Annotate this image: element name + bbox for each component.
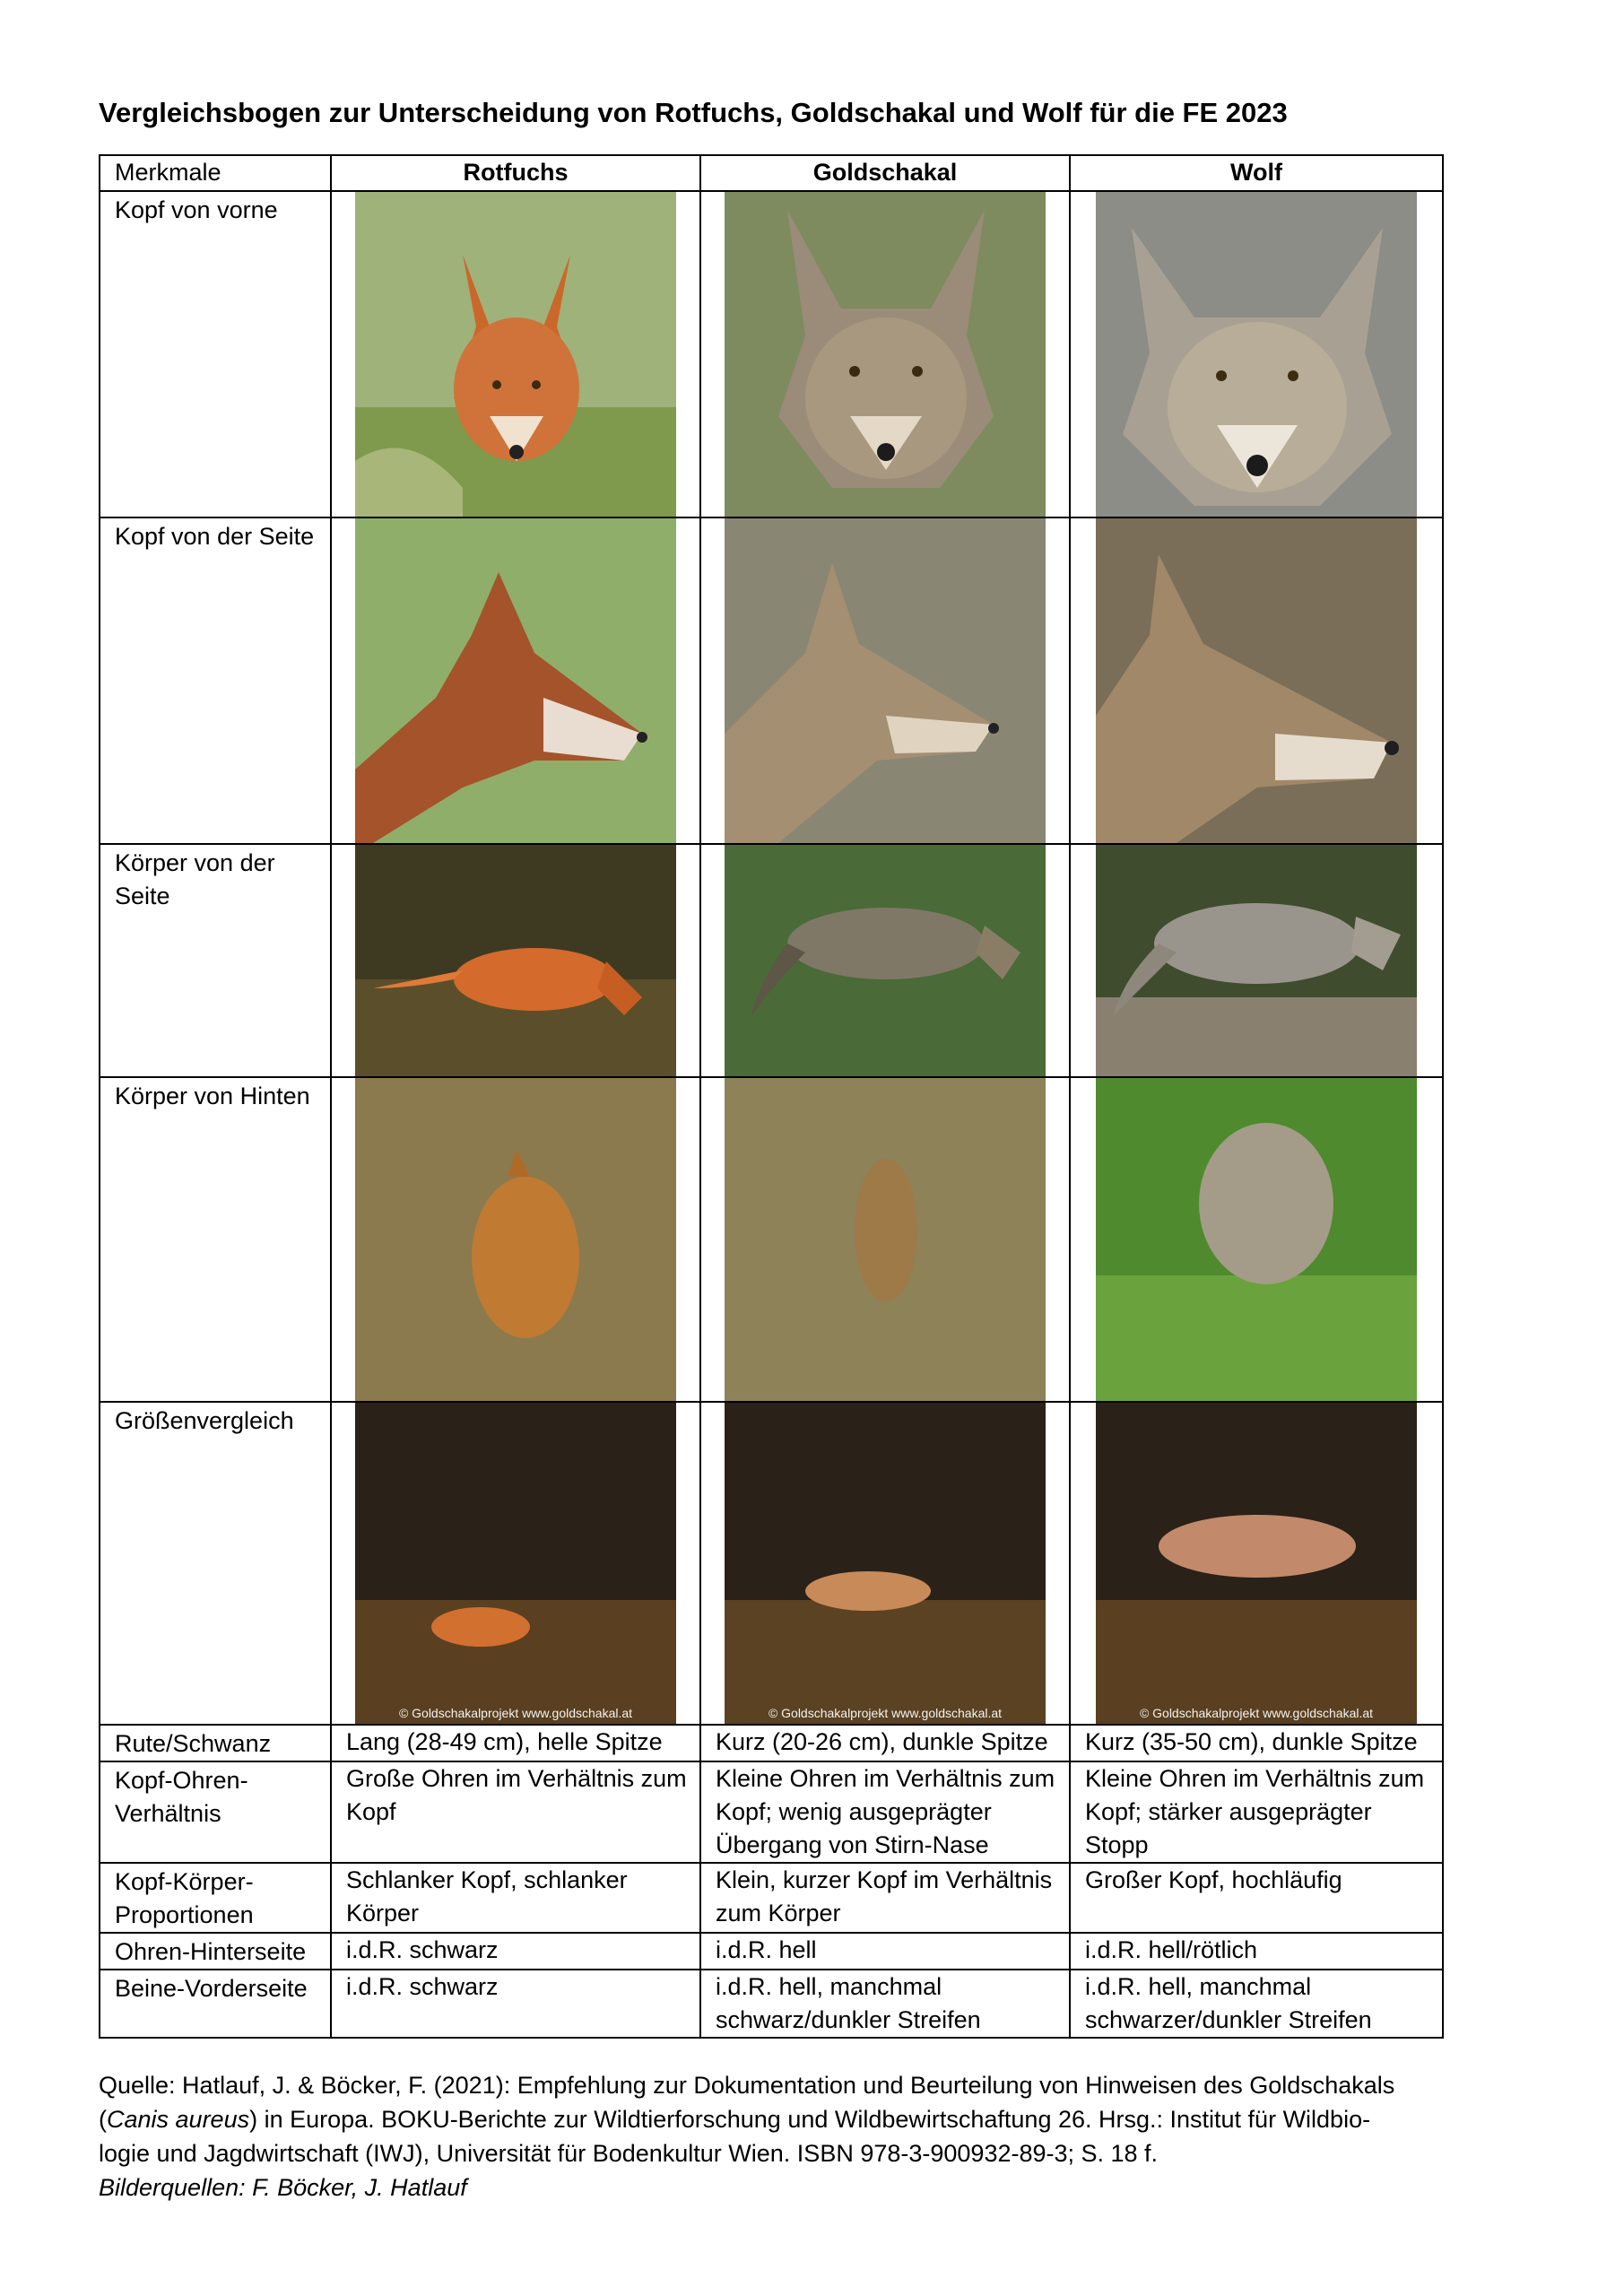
wolf-head-side-photo [1096,518,1417,843]
column-header-wolf: Wolf [1070,155,1443,191]
fox-head-side-photo [355,518,676,843]
wolf-head-front-photo [1096,192,1417,517]
cell-rotfuchs: Schlanker Kopf, schlanker Körper [331,1863,700,1933]
jackal-body-side-photo [725,845,1046,1076]
header-row [100,155,1443,191]
photo-cell [331,844,700,1077]
jackal-size-comparison-photo [725,1403,1046,1724]
photo-cell [700,844,1070,1077]
source-line: (Canis aureus) in Europa. BOKU-Berichte zur Wildtierforschung und Wildbewirtschaftung 26. Hrsg.: Institut für Wildbio- [99,2106,1371,2133]
cell-wolf: i.d.R. hell/rötlich [1070,1933,1443,1970]
cell-wolf: Großer Kopf, hochläufig [1070,1863,1443,1933]
wolf-size-comparison-photo [1096,1403,1417,1724]
text-row-beine-vorderseite [100,1970,1443,2038]
photo-cell [331,1077,700,1402]
cell-wolf: i.d.R. hell, manchmal schwarzer/dunkler Streifen [1070,1970,1443,2038]
text-row-kopf-ohren [100,1761,1443,1863]
fox-size-comparison-photo [355,1403,676,1724]
fox-body-side-photo [355,845,676,1076]
row-label: Größenvergleich [100,1402,331,1725]
photo-credit: © Goldschakalprojekt www.goldschakal.at [398,1706,633,1720]
cell-goldschakal: i.d.R. hell [700,1933,1070,1970]
wolf-body-side-photo [1096,845,1417,1076]
photo-cell [1070,1077,1443,1402]
photo-cell [700,191,1070,517]
jackal-head-side-photo [725,518,1046,843]
text-row-rute [100,1725,1443,1761]
image-row-groessenvergleich [100,1402,1443,1725]
photo-cell [1070,844,1443,1077]
cell-rotfuchs: Lang (28-49 cm), helle Spitze [331,1725,700,1761]
row-label: Kopf-Körper-Proportionen [100,1863,331,1933]
comparison-table [99,154,1444,2039]
page-title: Vergleichsbogen zur Unterscheidung von Rotfuchs, Goldschakal und Wolf für die FE 2023 [99,97,1288,128]
cell-rotfuchs: i.d.R. schwarz [331,1970,700,2038]
column-header-merkmale: Merkmale [100,155,331,191]
species-name: Canis aureus [107,2106,250,2133]
source-line: Quelle: Hatlauf, J. & Böcker, F. (2021): Empfehlung zur Dokumentation und Beurteilung von Hinweisen des Goldschakals [99,2072,1395,2099]
column-header-goldschakal: Goldschakal [700,155,1070,191]
photo-cell [331,1402,700,1725]
image-row-kopf-seite [100,517,1443,844]
text-row-ohren-hinterseite [100,1933,1443,1970]
photo-cell [1070,191,1443,517]
photo-credit: © Goldschakalprojekt www.goldschakal.at [768,1706,1003,1720]
row-label: Körper von der Seite [100,844,331,1077]
photo-cell [700,517,1070,844]
photo-credit: © Goldschakalprojekt www.goldschakal.at [1139,1706,1374,1720]
row-label: Ohren-Hinterseite [100,1933,331,1970]
image-row-koerper-hinten [100,1077,1443,1402]
photo-cell [700,1402,1070,1725]
source-line-rest: ) in Europa. BOKU-Berichte zur Wildtierforschung und Wildbewirtschaftung 26. Hrsg.: Institut für Wildbio- [249,2106,1371,2133]
image-row-koerper-seite [100,844,1443,1077]
cell-goldschakal: i.d.R. hell, manchmal schwarz/dunkler Streifen [700,1970,1070,2038]
cell-goldschakal: Klein, kurzer Kopf im Verhältnis zum Körper [700,1863,1070,1933]
row-label: Körper von Hinten [100,1077,331,1402]
image-sources [99,2170,1453,2205]
source-citation [99,2068,1453,2205]
fox-body-back-photo [355,1078,676,1401]
photo-cell [1070,1402,1443,1725]
photo-cell [331,191,700,517]
cell-rotfuchs: i.d.R. schwarz [331,1933,700,1970]
row-label: Rute/Schwanz [100,1725,331,1761]
row-label: Beine-Vorderseite [100,1970,331,2038]
wolf-body-back-photo [1096,1078,1417,1401]
row-label: Kopf von vorne [100,191,331,517]
text-row-kopf-koerper [100,1863,1443,1933]
source-line: logie und Jagdwirtschaft (IWJ), Universität für Bodenkultur Wien. ISBN 978-3-900932-89-3; S. 18 f. [99,2140,1159,2167]
fox-head-front-photo [355,192,676,517]
cell-rotfuchs: Große Ohren im Verhältnis zum Kopf [331,1761,700,1863]
row-label: Kopf-Ohren-Verhältnis [100,1761,331,1863]
row-label: Kopf von der Seite [100,517,331,844]
cell-goldschakal: Kurz (20-26 cm), dunkle Spitze [700,1725,1070,1761]
column-header-rotfuchs: Rotfuchs [331,155,700,191]
photo-cell [700,1077,1070,1402]
cell-wolf: Kleine Ohren im Verhältnis zum Kopf; stärker ausgeprägter Stopp [1070,1761,1443,1863]
jackal-body-back-photo [725,1078,1046,1401]
image-row-kopf-vorne [100,191,1443,517]
jackal-head-front-photo [725,192,1046,517]
image-sources-text: Bilderquellen: F. Böcker, J. Hatlauf [99,2174,467,2201]
photo-cell [331,517,700,844]
photo-cell [1070,517,1443,844]
cell-goldschakal: Kleine Ohren im Verhältnis zum Kopf; wenig ausgeprägter Übergang von Stirn-Nase [700,1761,1070,1863]
cell-wolf: Kurz (35-50 cm), dunkle Spitze [1070,1725,1443,1761]
